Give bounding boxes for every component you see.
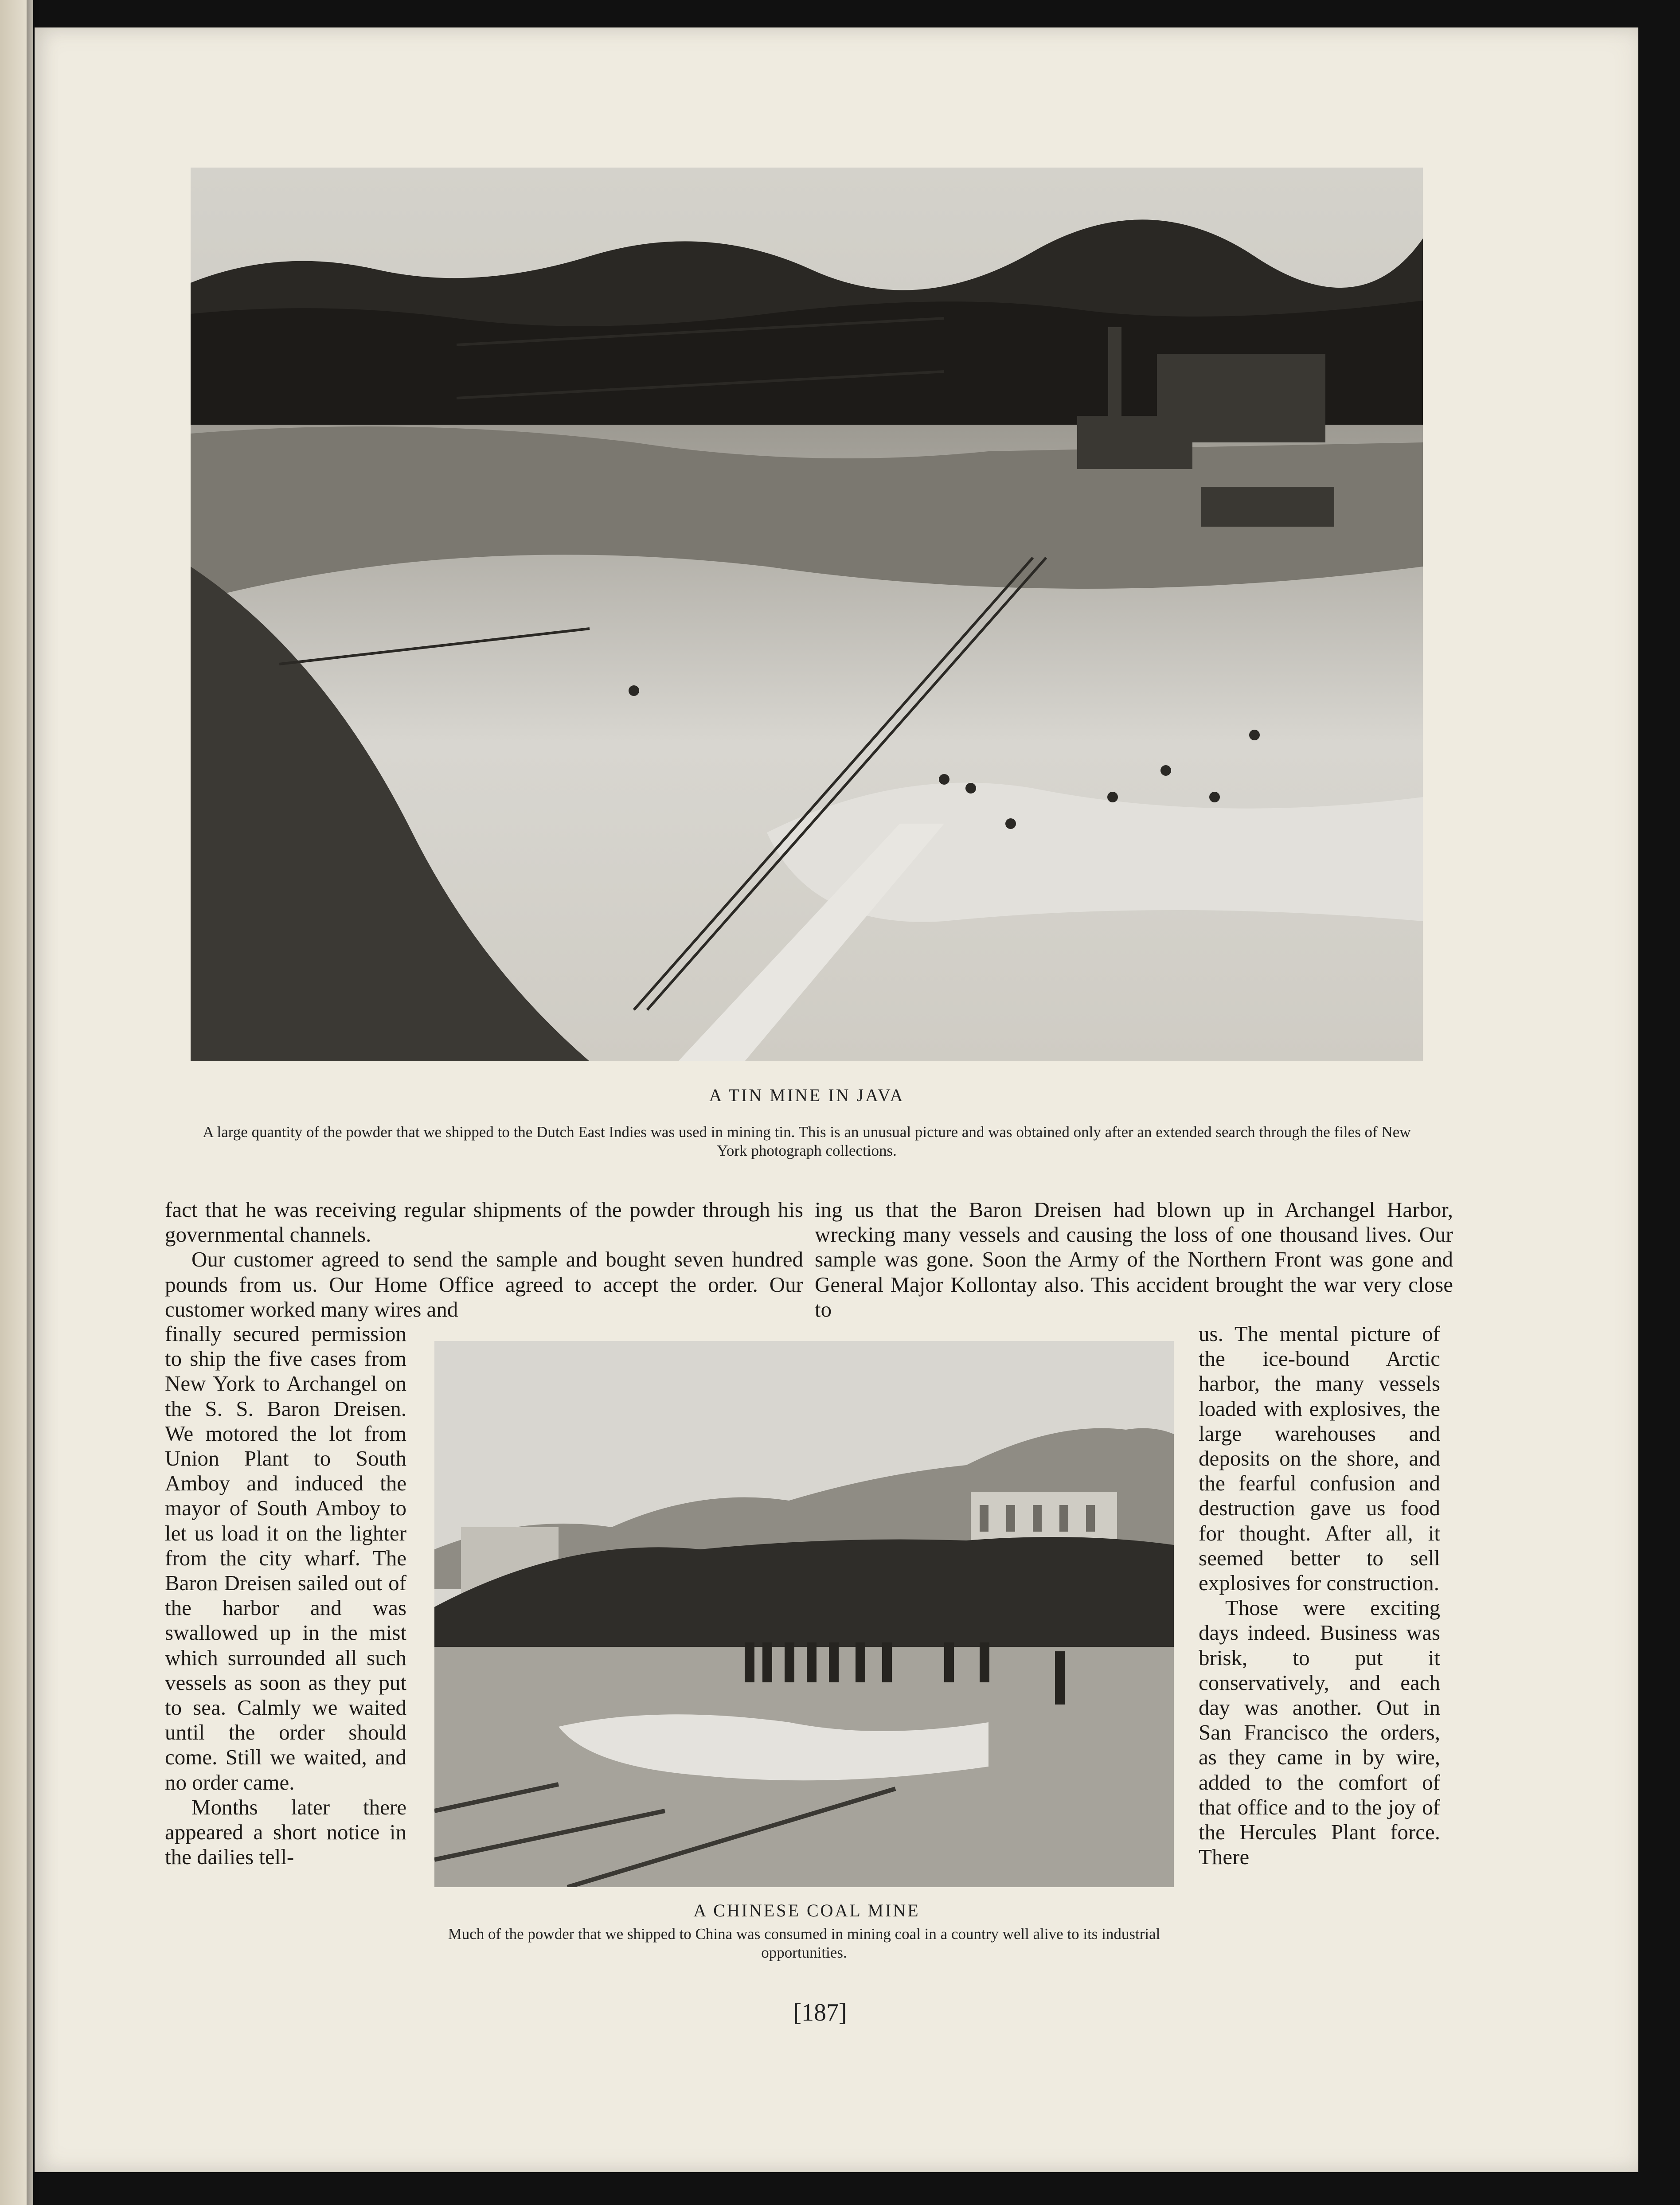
paragraph: us. The mental picture of the ice-bound Arctic harbor, the many vessels loaded with explosives, the large warehouses and deposits on the shore, and the fearful confusion and destruction gave us food for thought. After all, it seemed better to sell explosives for construction. — [1199, 1321, 1440, 1595]
tin-mine-caption: A large quantity of the powder that we shipped to the Dutch East Indies was used in mining tin. This is an unusual picture and was obtained only after an extended search through the files of New York photograph collections. — [203, 1123, 1411, 1159]
tin-mine-photo — [191, 168, 1423, 1061]
coal-mine-caption: Much of the powder that we shipped to China was consumed in mining coal in a country well alive to its industrial opportunities. — [448, 1925, 1160, 1961]
tin-mine-title: A TIN MINE IN JAVA — [709, 1085, 905, 1105]
page-number: [187] — [793, 1999, 847, 2026]
text-column-left-top — [165, 1197, 803, 1322]
paragraph: ing us that the Baron Dreisen had blown up in Archangel Harbor, wrecking many vessels and causing the loss of one thousand lives. Our sample was gone. Soon the Army of the Northern Front was gone and General Major Kollontay also. This accident brought the war very close to — [815, 1197, 1453, 1321]
coal-mine-photo — [434, 1341, 1174, 1887]
coal-mine-title: A CHINESE COAL MINE — [693, 1900, 920, 1920]
paragraph: finally secured permission to ship the five cases from New York to Archangel on the S. S. Baron Dreisen. We motored the lot from Union Plant to South Amboy and induced the mayor of South Amboy to let us load it on the lighter from the city wharf. The Baron Dreisen sailed out of the harbor and was swallowed up in the mist which surrounded all such vessels as soon as they put to sea. Calmly we waited until the order should come. Still we waited, and no order came. — [165, 1321, 406, 1794]
text-column-right-narrow — [1199, 1321, 1440, 1869]
paragraph: Those were exciting days indeed. Business was brisk, to put it conservatively, and each day was another. Out in San Francisco the orders, as they came in by wire, added to the comfort of that office and to the joy of the Hercules Plant force. There — [1199, 1595, 1440, 1869]
paragraph: fact that he was receiving regular shipments of the powder through his governmental channels. — [165, 1197, 803, 1247]
paragraph: Our customer agreed to send the sample and bought seven hundred pounds from us. Our Home Office agreed to accept the order. Our customer worked many wires and — [165, 1247, 803, 1321]
paragraph: Months later there appeared a short notice in the dailies tell- — [165, 1794, 406, 1869]
text-column-right-top — [815, 1197, 1453, 1322]
text-column-left-narrow — [165, 1321, 406, 1869]
